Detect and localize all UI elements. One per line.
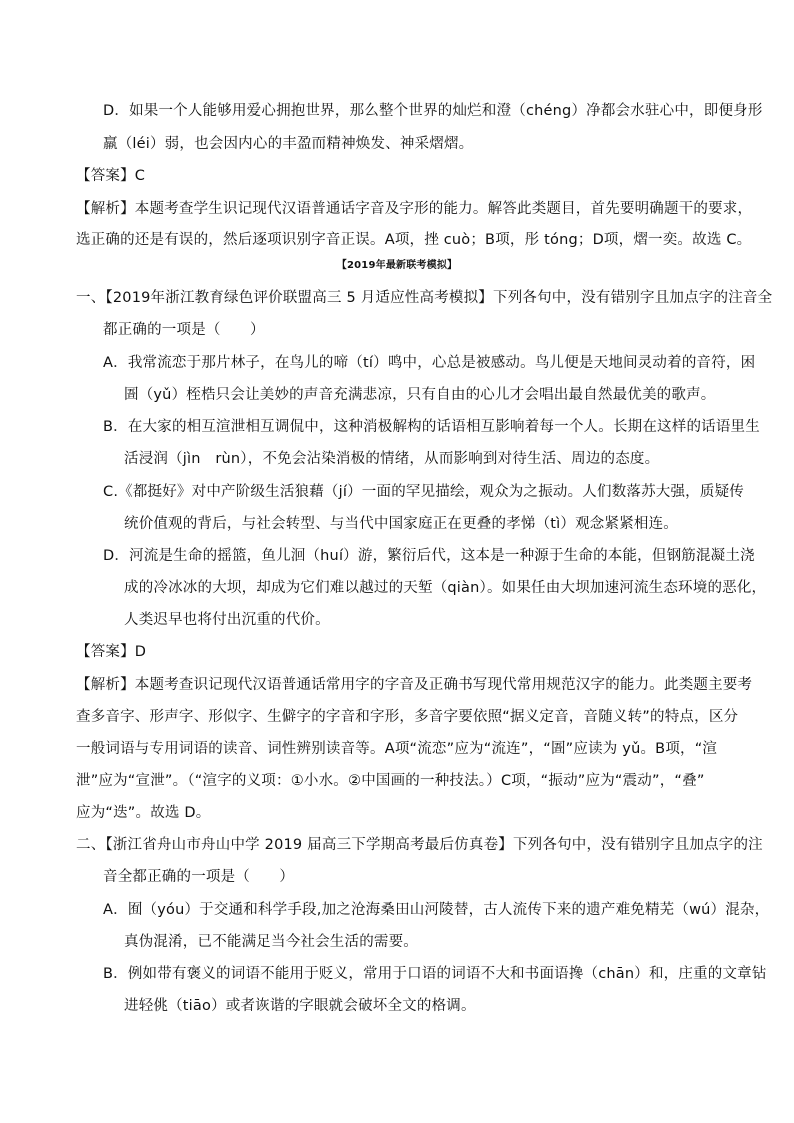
q2-option-a-line-2: 真伪混淆，已不能满足当今社会生活的需要。 — [124, 934, 418, 950]
q2-option-a-line-1: A．囿（yóu）于交通和科学手段,加之沧海桑田山河陵替，古人流传下来的遗产难免精芜（wú）混杂， — [103, 902, 770, 918]
answer-2: 【答案】D — [76, 644, 147, 660]
q2-option-b-line-2: 进轻佻（tiāo）或者诙谐的字眼就会破坏全文的格调。 — [124, 998, 476, 1014]
analysis-2-line-5: 应为“迭”。故选 D。 — [76, 805, 211, 821]
answer-1: 【答案】C — [76, 168, 146, 184]
option-d-line-2: 羸（léi）弱，也会因内心的丰盈而精神焕发、神采熠熠。 — [103, 136, 474, 152]
analysis-2-line-4: 泄”应为“宣泄”。（“渲字的义项：①小水。②中国画的一种技法。）C项，“振动”应为“震动”，“叠” — [76, 773, 705, 789]
option-d-line-1: D．如果一个人能够用爱心拥抱世界，那么整个世界的灿烂和澄（chéng）净都会水驻心中，即便身形 — [103, 103, 763, 119]
analysis-1-line-1: 【解析】本题考查学生识记现代汉语普通话字音及字形的能力。解答此类题目，首先要明确题干的要求， — [76, 201, 753, 217]
analysis-2-line-2: 查多音字、形声字、形似字、生僻字的字音和字形，多音字要依照“据义定音，音随义转”的特点，区分 — [76, 709, 739, 725]
q1-option-d-line-3: 人类迟早也将付出沉重的代价。 — [124, 612, 330, 628]
q1-option-b-line-2: 活浸润（jìn rùn），不免会沾染消极的情绪，从而影响到对待生活、周边的态度。 — [124, 451, 660, 467]
analysis-2-line-3: 一般词语与专用词语的读音、词性辨别读音等。A项“流恋”应为“流连”，“圄”应读为 yǔ。B项，“渲 — [76, 741, 718, 757]
question-2-line-1: 二、【浙江省舟山市舟山中学 2019 届高三下学期高考最后仿真卷】下列各句中，没有错别字且加点字的注 — [76, 837, 763, 853]
question-2-line-2: 音全都正确的一项是（ ） — [103, 869, 295, 885]
question-1-line-1: 一、【2019年浙江教育绿色评价联盟高三 5 月适应性高考模拟】下列各句中，没有错别字且加点字的注音全 — [76, 290, 773, 306]
q1-option-b-line-1: B．在大家的相互渲泄相互调侃中，这种消极解构的话语相互影响着每一个人。长期在这样的话语里生 — [103, 419, 760, 435]
q1-option-a-line-1: A．我常流恋于那片林子，在鸟儿的啼（tí）鸣中，心总是被感动。鸟儿便是天地间灵动着的音符，困 — [103, 355, 756, 371]
q1-option-c-line-2: 统价值观的背后，与社会转型、与当代中国家庭正在更叠的孝悌（tì）观念紧紧相连。 — [124, 516, 679, 532]
q1-option-d-line-1: D．河流是生命的摇篮，鱼儿洄（huí）游，繁衍后代，这本是一种源于生命的本能，但钢筋混凝土浇 — [103, 548, 755, 564]
q2-option-b-line-1: B．例如带有褒义的词语不能用于贬义，常用于口语的词语不大和书面语搀（chān）和，庄重的文章钻 — [103, 966, 767, 982]
q1-option-a-line-2: 圄（yǔ）桎梏只会让美妙的声音充满悲凉，只有自由的心儿才会唱出最自然最优美的歌声。 — [124, 387, 716, 403]
q1-option-c-line-1: C.《都挺好》对中产阶级生活狼藉（jí）一面的罕见描绘，观众为之振动。人们数落苏大强，质疑传 — [103, 484, 744, 500]
analysis-2-line-1: 【解析】本题考查识记现代汉语普通话常用字的字音及正确书写现代常用规范汉字的能力。此类题主要考 — [76, 677, 753, 693]
question-1-line-2: 都正确的一项是（ ） — [103, 322, 265, 338]
analysis-1-line-2: 选正确的还是有误的，然后逐项识别字音正误。A项，挫 cuò；B项，彤 tóng；D项，熠一奕。故选 C。 — [76, 232, 752, 248]
section-title: 【2019年最新联考模拟】 — [336, 260, 458, 271]
q1-option-d-line-2: 成的冷冰冰的大坝，却成为它们难以越过的天堑（qiàn）。如果任由大坝加速河流生态环境的恶化， — [124, 580, 767, 596]
